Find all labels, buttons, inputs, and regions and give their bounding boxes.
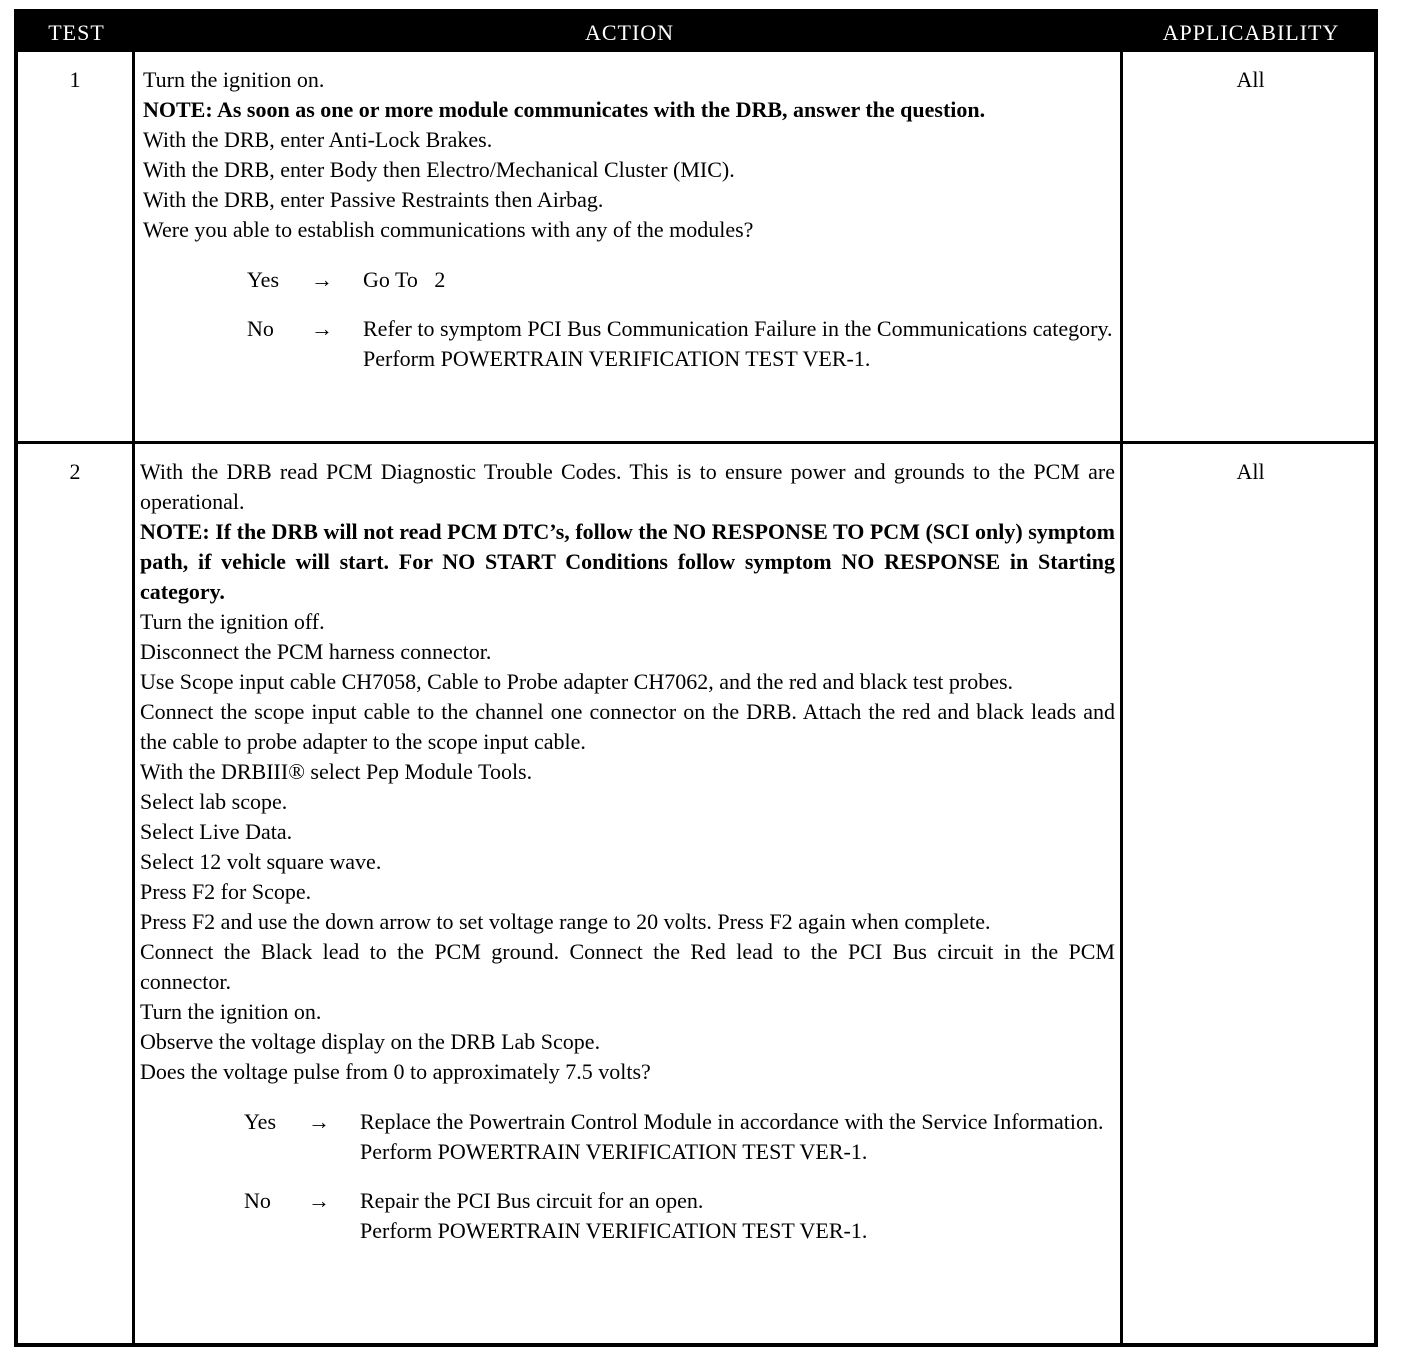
table-row [18,444,1374,1347]
action-question: Were you able to establish communications with any of the modules? [143,217,754,242]
action-step: With the DRB read PCM Diagnostic Trouble Codes. This is to ensure power and grounds to the PCM are operational. [140,459,1115,514]
action-step: Press F2 for Scope. [140,879,312,904]
branch-label: No [244,1188,271,1213]
action-step: Use Scope input cable CH7058, Cable to Probe adapter CH7062, and the red and black test probes. [140,669,1014,694]
branch-line: Perform POWERTRAIN VERIFICATION TEST VER-1. [363,346,871,371]
branch-line: Replace the Powertrain Control Module in accordance with the Service Information. [360,1109,1104,1134]
action-note: NOTE: If the DRB will not read PCM DTC’s, follow the NO RESPONSE TO PCM (SCI only) symptom path, if vehicle will start. For NO START Conditions follow symptom NO RESPONSE in Starting category. [140,519,1115,604]
branch-text [360,1107,1115,1167]
branch-text [363,314,1115,374]
action-step: With the DRB, enter Anti-Lock Brakes. [143,127,493,152]
action-step: Select 12 volt square wave. [140,849,382,874]
action-step: Select lab scope. [140,789,288,814]
action-step: With the DRB, enter Passive Restraints then Airbag. [143,187,604,212]
action-step: Connect the scope input cable to the channel one connector on the DRB. Attach the red and black leads and the cable to probe adapter to the scope input cable. [140,699,1115,754]
action-step: Connect the Black lead to the PCM ground. Connect the Red lead to the PCI Bus circuit in the PCM connector. [140,939,1115,994]
arrow-right-icon: → [311,267,333,292]
action-question: Does the voltage pulse from 0 to approximately 7.5 volts? [140,1059,651,1084]
branch-line: Go To 2 [363,267,446,292]
action-step: With the DRBIII® select Pep Module Tools. [140,759,533,784]
header-action: ACTION [584,20,675,45]
applicability-cell: All [1236,67,1265,92]
test-number: 2 [69,459,81,484]
branch-line: Perform POWERTRAIN VERIFICATION TEST VER-1. [360,1218,868,1243]
table-header [18,13,1374,52]
header-test: TEST [48,20,105,45]
branch-no [140,1186,1115,1246]
branch-no [143,314,1115,374]
action-note: NOTE: As soon as one or more module communicates with the DRB, answer the question. [143,97,986,122]
arrow-right-icon: → [311,316,333,341]
action-step: With the DRB, enter Body then Electro/Mechanical Cluster (MIC). [143,157,735,182]
action-cell [140,457,1115,1246]
branch-line: Perform POWERTRAIN VERIFICATION TEST VER-1. [360,1139,868,1164]
branch-text [363,265,1115,295]
branch-text [360,1186,1115,1246]
action-step: Turn the ignition off. [140,609,325,634]
branch-line: Refer to symptom PCI Bus Communication Failure in the Communications category. [363,316,1113,341]
arrow-right-icon: → [308,1109,330,1134]
table-row [18,52,1374,441]
applicability-cell: All [1236,459,1265,484]
test-number: 1 [69,67,81,92]
action-step: Disconnect the PCM harness connector. [140,639,492,664]
action-cell [143,65,1115,374]
branch-label: Yes [247,267,280,292]
action-step: Turn the ignition on. [140,999,322,1024]
arrow-right-icon: → [308,1188,330,1213]
branch-yes [140,1107,1115,1167]
action-step: Press F2 and use the down arrow to set voltage range to 20 volts. Press F2 again when complete. [140,909,991,934]
header-applicability: APPLICABILITY [1162,20,1340,45]
branch-label: No [247,316,274,341]
branch-line: Repair the PCI Bus circuit for an open. [360,1188,704,1213]
branch-label: Yes [244,1109,277,1134]
branch-yes [143,265,1115,295]
diagnostic-test-table [14,9,1378,1347]
action-step: Turn the ignition on. [143,67,325,92]
action-step: Select Live Data. [140,819,293,844]
action-step: Observe the voltage display on the DRB Lab Scope. [140,1029,601,1054]
